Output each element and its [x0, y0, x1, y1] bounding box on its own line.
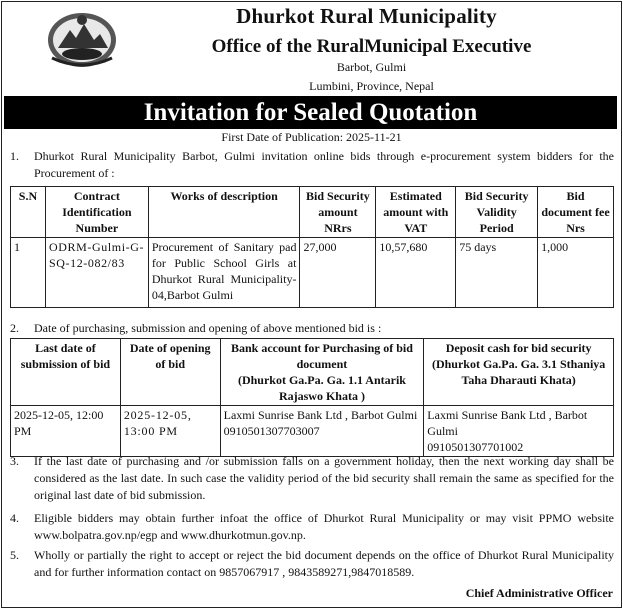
cell-contract-id: ODRM-Gulmi-G-SQ-12-082/83 [45, 238, 148, 308]
cell-sn: 1 [11, 238, 46, 308]
item-number: 4. [10, 511, 19, 525]
cell-bank-account [220, 406, 424, 457]
column-header: Bid Security amount NRrs [300, 187, 376, 238]
bid-dates-table [10, 338, 614, 457]
cell-validity: 75 days [456, 238, 538, 308]
header-title: Deposit cash for bid security [445, 341, 592, 355]
column-header [424, 339, 614, 406]
signature-title: Chief Administrative Officer [465, 586, 613, 600]
column-header: S.N [11, 187, 46, 238]
column-header: Contract Identification Number [45, 187, 148, 238]
header-title: Bank account for Purchasing of bid document [231, 341, 413, 371]
address-line-2: Lumbini, Province, Nepal [309, 79, 434, 93]
item-number: 1. [10, 149, 19, 163]
table-row [11, 406, 614, 457]
cell-bid-security: 27,000 [300, 238, 376, 308]
table-header-row [11, 339, 614, 406]
item-1 [10, 148, 614, 182]
office-title: Office of the RuralMunicipal Executive [211, 36, 532, 57]
cell-description: Procurement of Sanitary pad for Public School Girls at Dhurkot Rural Municipality-04,Barbot Gulmi [148, 238, 300, 308]
column-header: Last date of submission of bid [11, 339, 121, 406]
item-text: If the last date of purchasing and /or submission falls on a government holiday, then the next working day shall be considered as the last date. In such case the validity period of the bid security shall remain the same as specified for the original last date of bid submission. [34, 454, 614, 502]
header-account-name: (Dhurkot Ga.Pa. Ga. 3.1 Sthaniya Taha Dharauti Khata) [431, 357, 606, 387]
item-text: Eligible bidders may obtain further infoat the office of Dhurkot Rural Municipality or may visit PPMO website www.bolpatra.gov.np/egp and www.dhurkotmun.gov.np. [34, 511, 614, 542]
item-4 [10, 510, 614, 544]
notice-banner: Invitation for Sealed Quotation [4, 96, 617, 129]
cell-estimated-amount: 10,57,680 [376, 238, 456, 308]
table-header-row [11, 187, 614, 238]
item-number: 3. [10, 454, 19, 468]
column-header: Bid Security Validity Period [456, 187, 538, 238]
cell-deposit-account [424, 406, 614, 457]
column-header: Estimated amount with VAT [376, 187, 456, 238]
procurement-table [10, 186, 614, 308]
address-line-1: Barbot, Gulmi [336, 60, 407, 74]
bank-name: Laxmi Sunrise Bank Ltd , Barbot Gulmi [427, 408, 588, 438]
item-2 [10, 320, 614, 337]
column-header: Bid document fee Nrs [538, 187, 614, 238]
account-number: 0910501307701002 [427, 440, 524, 454]
item-number: 2. [10, 321, 19, 335]
municipality-title: Dhurkot Rural Municipality [236, 4, 497, 28]
cell-opening-date: 2025-12-05, 13:00 PM [120, 406, 220, 457]
publication-date: First Date of Publication: 2025-11-21 [221, 130, 402, 144]
column-header: Date of opening of bid [120, 339, 220, 406]
account-number: 0910501307703007 [223, 424, 320, 438]
column-header [220, 339, 424, 406]
table-row [11, 238, 614, 308]
item-number: 5. [10, 548, 19, 562]
cell-fee: 1,000 [538, 238, 614, 308]
item-text: Date of purchasing, submission and opening of above mentioned bid is : [34, 321, 382, 335]
column-header: Works of description [148, 187, 300, 238]
cell-last-date: 2025-12-05, 12:00 PM [11, 406, 121, 457]
item-3 [10, 453, 614, 504]
item-text: Dhurkot Rural Municipality Barbot, Gulmi invitation online bids through e-procurement system bidders for the Procurement of : [34, 149, 614, 180]
item-text: Wholly or partially the right to accept or reject the bid document depends on the office of Dhurkot Rural Municipality and for further information contact on 9857067917 , 9843589271,9847018589. [34, 548, 614, 579]
header-account-name: (Dhurkot Ga.Pa. Ga. 1.1 Antarik Rajaswo Khata ) [237, 373, 406, 403]
bank-name: Laxmi Sunrise Bank Ltd , Barbot Gulmi [223, 408, 418, 422]
item-5 [10, 547, 614, 581]
